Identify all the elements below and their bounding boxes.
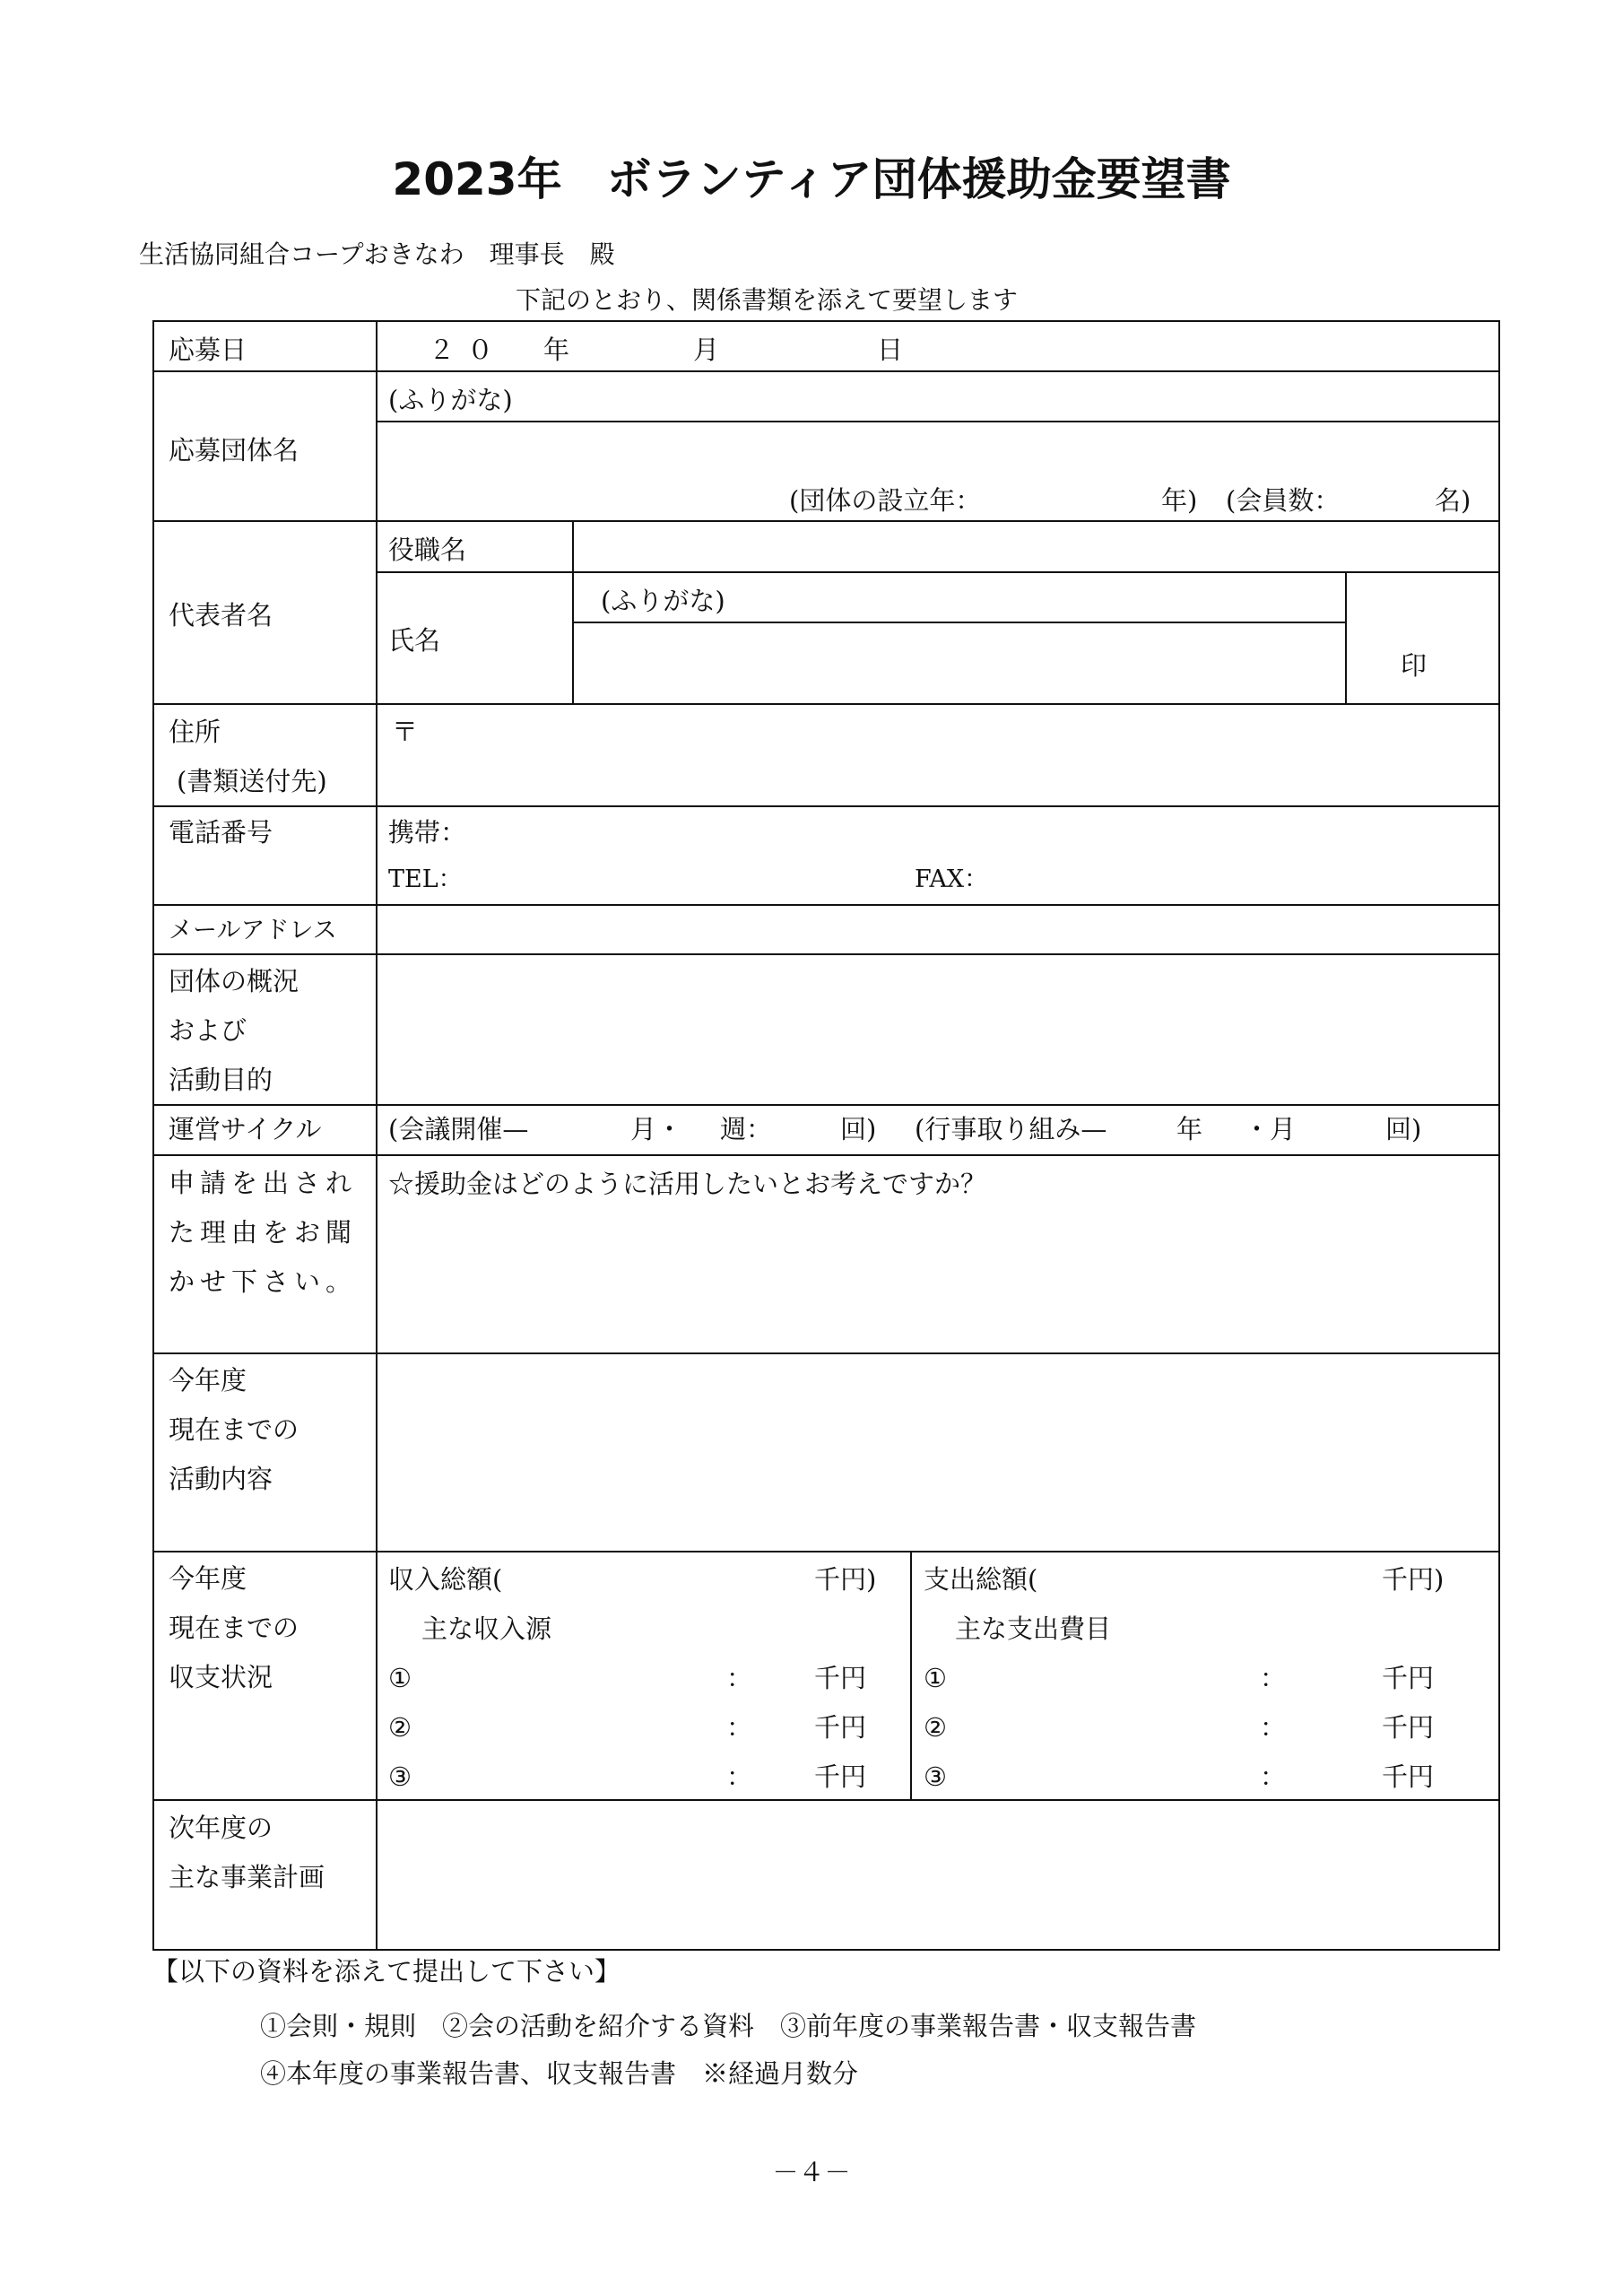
- reason-label-3: かせ下さい。: [169, 1266, 358, 1297]
- expense-total-label: 支出総額(: [924, 1564, 1038, 1595]
- income-unit-1: 千円: [814, 1663, 867, 1693]
- cycle-month: 月・: [630, 1114, 683, 1144]
- overview-label-1: 団体の概況: [169, 966, 299, 996]
- expense-colon-3: ：: [1260, 1761, 1287, 1792]
- finance-label-3: 収支状況: [169, 1662, 273, 1692]
- group-furigana-label: (ふりがな): [388, 385, 513, 415]
- income-sources-label: 主な収入源: [421, 1613, 552, 1644]
- attachments-line-2: ④本年度の事業報告書、収支報告書 ※経過月数分: [260, 2058, 859, 2089]
- address-label: 住所: [169, 717, 221, 747]
- date-label: 応募日: [169, 335, 247, 365]
- plan-label-1: 次年度の: [169, 1813, 273, 1843]
- income-mark-2: ②: [388, 1712, 412, 1743]
- expense-unit-3: 千円: [1382, 1761, 1435, 1792]
- representative-label: 代表者名: [169, 600, 273, 631]
- addressee: 生活協同組合コープおきなわ 理事長 殿: [139, 239, 615, 269]
- finance-label-2: 現在までの: [169, 1613, 299, 1643]
- expense-total-unit: 千円): [1382, 1564, 1445, 1595]
- tel-label: TEL：: [388, 865, 463, 893]
- expense-mark-1: ①: [924, 1663, 947, 1693]
- email-label: メールアドレス: [169, 917, 337, 944]
- date-year-prefix[interactable]: ２０: [429, 335, 507, 365]
- expense-unit-2: 千円: [1382, 1712, 1435, 1743]
- finance-label-1: 今年度: [169, 1563, 247, 1594]
- group-members-label: (会員数：: [1226, 485, 1341, 516]
- plan-label-2: 主な事業計画: [169, 1862, 325, 1892]
- reason-label-1: 申請を出され: [169, 1168, 358, 1198]
- income-total-unit: 千円): [814, 1564, 877, 1595]
- income-colon-1: ：: [726, 1663, 753, 1693]
- group-founded-unit: 年): [1161, 485, 1198, 516]
- cycle-times-2: 回): [1385, 1114, 1422, 1144]
- expense-items-label: 主な支出費目: [955, 1613, 1112, 1644]
- activities-label-3: 活動内容: [169, 1464, 273, 1494]
- expense-colon-1: ：: [1260, 1663, 1287, 1693]
- group-founded-label: (団体の設立年：: [789, 485, 982, 516]
- activities-label-1: 今年度: [169, 1365, 247, 1396]
- mobile-label: 携帯：: [388, 817, 467, 848]
- reason-prompt: ☆援助金はどのように活用したいとお考えですか？: [388, 1169, 987, 1199]
- date-day-unit: 日: [877, 335, 904, 365]
- rep-title-label: 役職名: [388, 535, 467, 565]
- postal-mark: 〒: [392, 717, 419, 747]
- address-sublabel: (書類送付先): [177, 766, 327, 796]
- activities-label-2: 現在までの: [169, 1414, 299, 1445]
- cycle-meeting: (会議開催—: [388, 1114, 529, 1144]
- expense-unit-1: 千円: [1382, 1663, 1435, 1693]
- attachments-heading: 【以下の資料を添えて提出して下さい】: [152, 1956, 621, 1987]
- rep-furigana-label: (ふりがな): [601, 586, 725, 616]
- expense-colon-2: ：: [1260, 1712, 1287, 1743]
- income-unit-2: 千円: [814, 1712, 867, 1743]
- expense-mark-3: ③: [924, 1761, 947, 1792]
- group-members-unit: 名): [1435, 485, 1471, 516]
- income-mark-1: ①: [388, 1663, 412, 1693]
- rep-name-label: 氏名: [388, 625, 441, 656]
- seal-mark: 印: [1401, 650, 1428, 681]
- cycle-times-1: 回): [840, 1114, 877, 1144]
- overview-label-3: 活動目的: [169, 1065, 273, 1095]
- cycle-label: 運営サイクル: [169, 1114, 322, 1144]
- overview-label-2: および: [169, 1015, 247, 1046]
- phone-label: 電話番号: [169, 817, 273, 848]
- expense-mark-2: ②: [924, 1712, 947, 1743]
- date-year-unit: 年: [543, 335, 570, 365]
- cycle-event: (行事取り組み—: [915, 1114, 1107, 1144]
- cycle-week: 週：: [720, 1114, 773, 1144]
- lead-text: 下記のとおり、関係書類を添えて要望します: [516, 285, 1019, 315]
- date-month-unit: 月: [693, 335, 720, 365]
- attachments-line-1: ①会則・規則 ②会の活動を紹介する資料 ③前年度の事業報告書・収支報告書: [260, 2011, 1197, 2041]
- group-name-label: 応募団体名: [169, 435, 299, 465]
- page-title: 2023年 ボランティア団体援助金要望書: [392, 153, 1231, 205]
- income-colon-3: ：: [726, 1761, 753, 1792]
- income-mark-3: ③: [388, 1761, 412, 1792]
- income-total-label: 収入総額(: [388, 1564, 503, 1595]
- cycle-month-2: ・月: [1244, 1114, 1297, 1144]
- reason-label-2: た理由をお聞: [169, 1217, 358, 1248]
- fax-label: FAX：: [915, 865, 989, 893]
- income-unit-3: 千円: [814, 1761, 867, 1792]
- cycle-year: 年: [1176, 1114, 1203, 1144]
- page-number: －４－: [772, 2157, 851, 2187]
- income-colon-2: ：: [726, 1712, 753, 1743]
